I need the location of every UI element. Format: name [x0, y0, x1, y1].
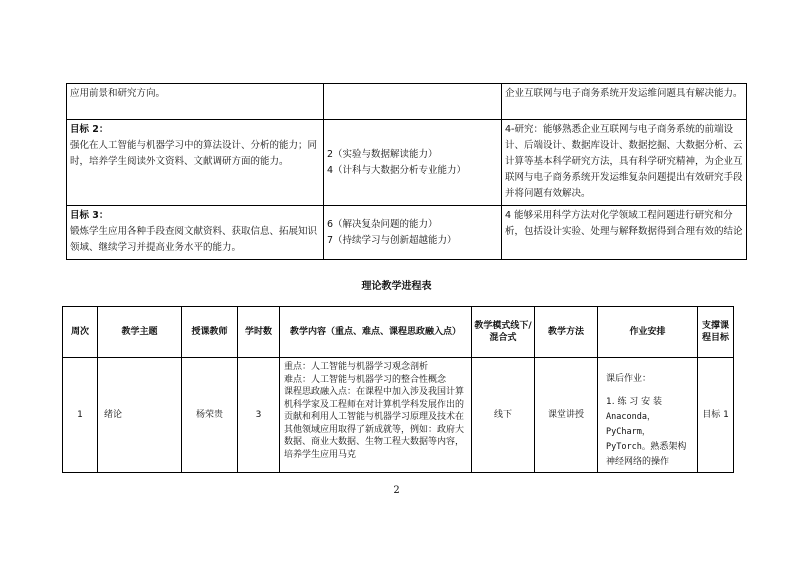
goal-2-research: 4-研究：能够熟悉企业互联网与电子商务系统的前端设计、后端设计、数据库设计、数据挖掘、大数据分析、云计算等基本科学研究方法，具有科学研究精神，为企业互联网与电子商务系统开发运维复杂问题提出有效研究手段并将问题有效解决。	[502, 120, 747, 206]
header-goal: 支撑课程目标	[698, 307, 734, 358]
goal-3-cell	[67, 206, 324, 260]
cell-goal: 目标 1	[698, 358, 734, 473]
goal-3-title: 目标 3：	[70, 210, 109, 221]
goal-3-research: 4 能够采用科学方法对化学领域工程问题进行研究和分析，包括设计实验、处理与解释数据得到合理有效的结论	[502, 206, 747, 260]
header-method: 教学方法	[535, 307, 598, 358]
header-topic: 教学主题	[98, 307, 182, 358]
header-homework: 作业安排	[598, 307, 698, 358]
cell-week: 1	[63, 358, 98, 473]
course-goals-table	[66, 83, 747, 260]
homework-text-pre: 1. 练 习 安 装	[606, 397, 663, 407]
goals-row-1	[67, 120, 747, 206]
page-number: 2	[393, 485, 400, 496]
cell-hours: 3	[238, 358, 280, 473]
goal-row0-right: 企业互联网与电子商务系统开发运维问题具有解决能力。	[502, 84, 747, 120]
content-ideology: 课程思政融入点：在课程中加入涉及我国计算机科学家及工程师在对计算机学科发展作出的贡献和利用人工智能与机器学习原理及技术在其他领域应用取得了新成就等，例如：政府大数据、商业大数据、生物工程大数据等内容，培养学生应用马克	[284, 387, 465, 460]
goal-3-abilities	[324, 206, 502, 260]
content-difficulty: 难点：人工智能与机器学习的整合性概念	[284, 374, 447, 385]
goal-2-title: 目标 2：	[70, 124, 109, 135]
homework-text-post: 熟悉架构神经网络的操作	[606, 442, 687, 467]
theory-schedule-table	[62, 306, 734, 473]
content-key-point: 重点：人工智能与机器学习观念剖析	[284, 362, 429, 372]
cell-method: 课堂讲授	[535, 358, 598, 473]
header-mode: 教学模式线下/混合式	[472, 307, 535, 358]
homework-title: 课后作业：	[606, 374, 652, 384]
goal-2-description: 强化在人工智能与机器学习中的算法设计、分析的能力；同时，培养学生阅读外文资料、文献调研方面的能力。	[70, 140, 318, 167]
homework-item	[606, 395, 691, 470]
goal-row0-middle	[324, 84, 502, 120]
header-hours: 学时数	[238, 307, 280, 358]
cell-content	[280, 358, 472, 473]
cell-teacher: 杨荣贵	[182, 358, 238, 473]
goal-2-abilities	[324, 120, 502, 206]
goal-row0-left: 应用前景和研究方向。	[67, 84, 324, 120]
cell-mode: 线下	[472, 358, 535, 473]
goal-2-cell	[67, 120, 324, 206]
goal-2-ability-a: 2（实验与数据解读能力）	[327, 148, 438, 160]
goal-3-description: 锻炼学生应用各种手段查阅文献资料、获取信息、拓展知识领域、继续学习并提高业务水平的能力。	[70, 226, 318, 253]
header-content: 教学内容（重点、难点、课程思政融入点）	[280, 307, 472, 358]
header-teacher: 授课教师	[182, 307, 238, 358]
goals-row-2	[67, 206, 747, 260]
goal-3-ability-a: 6（解决复杂问题的能力）	[327, 218, 438, 230]
goals-row-0	[67, 84, 747, 120]
cell-topic: 绪论	[98, 358, 182, 473]
homework-tools: Anaconda，PyCharm，PyTorch。	[606, 412, 656, 452]
section-title: 理论教学进程表	[361, 281, 432, 292]
goal-3-ability-b: 7（持续学习与创新超越能力）	[327, 234, 457, 246]
cell-homework	[598, 358, 698, 473]
goal-2-ability-b: 4（计科与大数据分析专业能力）	[327, 164, 467, 176]
table-row	[63, 358, 734, 473]
schedule-header-row	[63, 307, 734, 358]
header-week: 周次	[63, 307, 98, 358]
